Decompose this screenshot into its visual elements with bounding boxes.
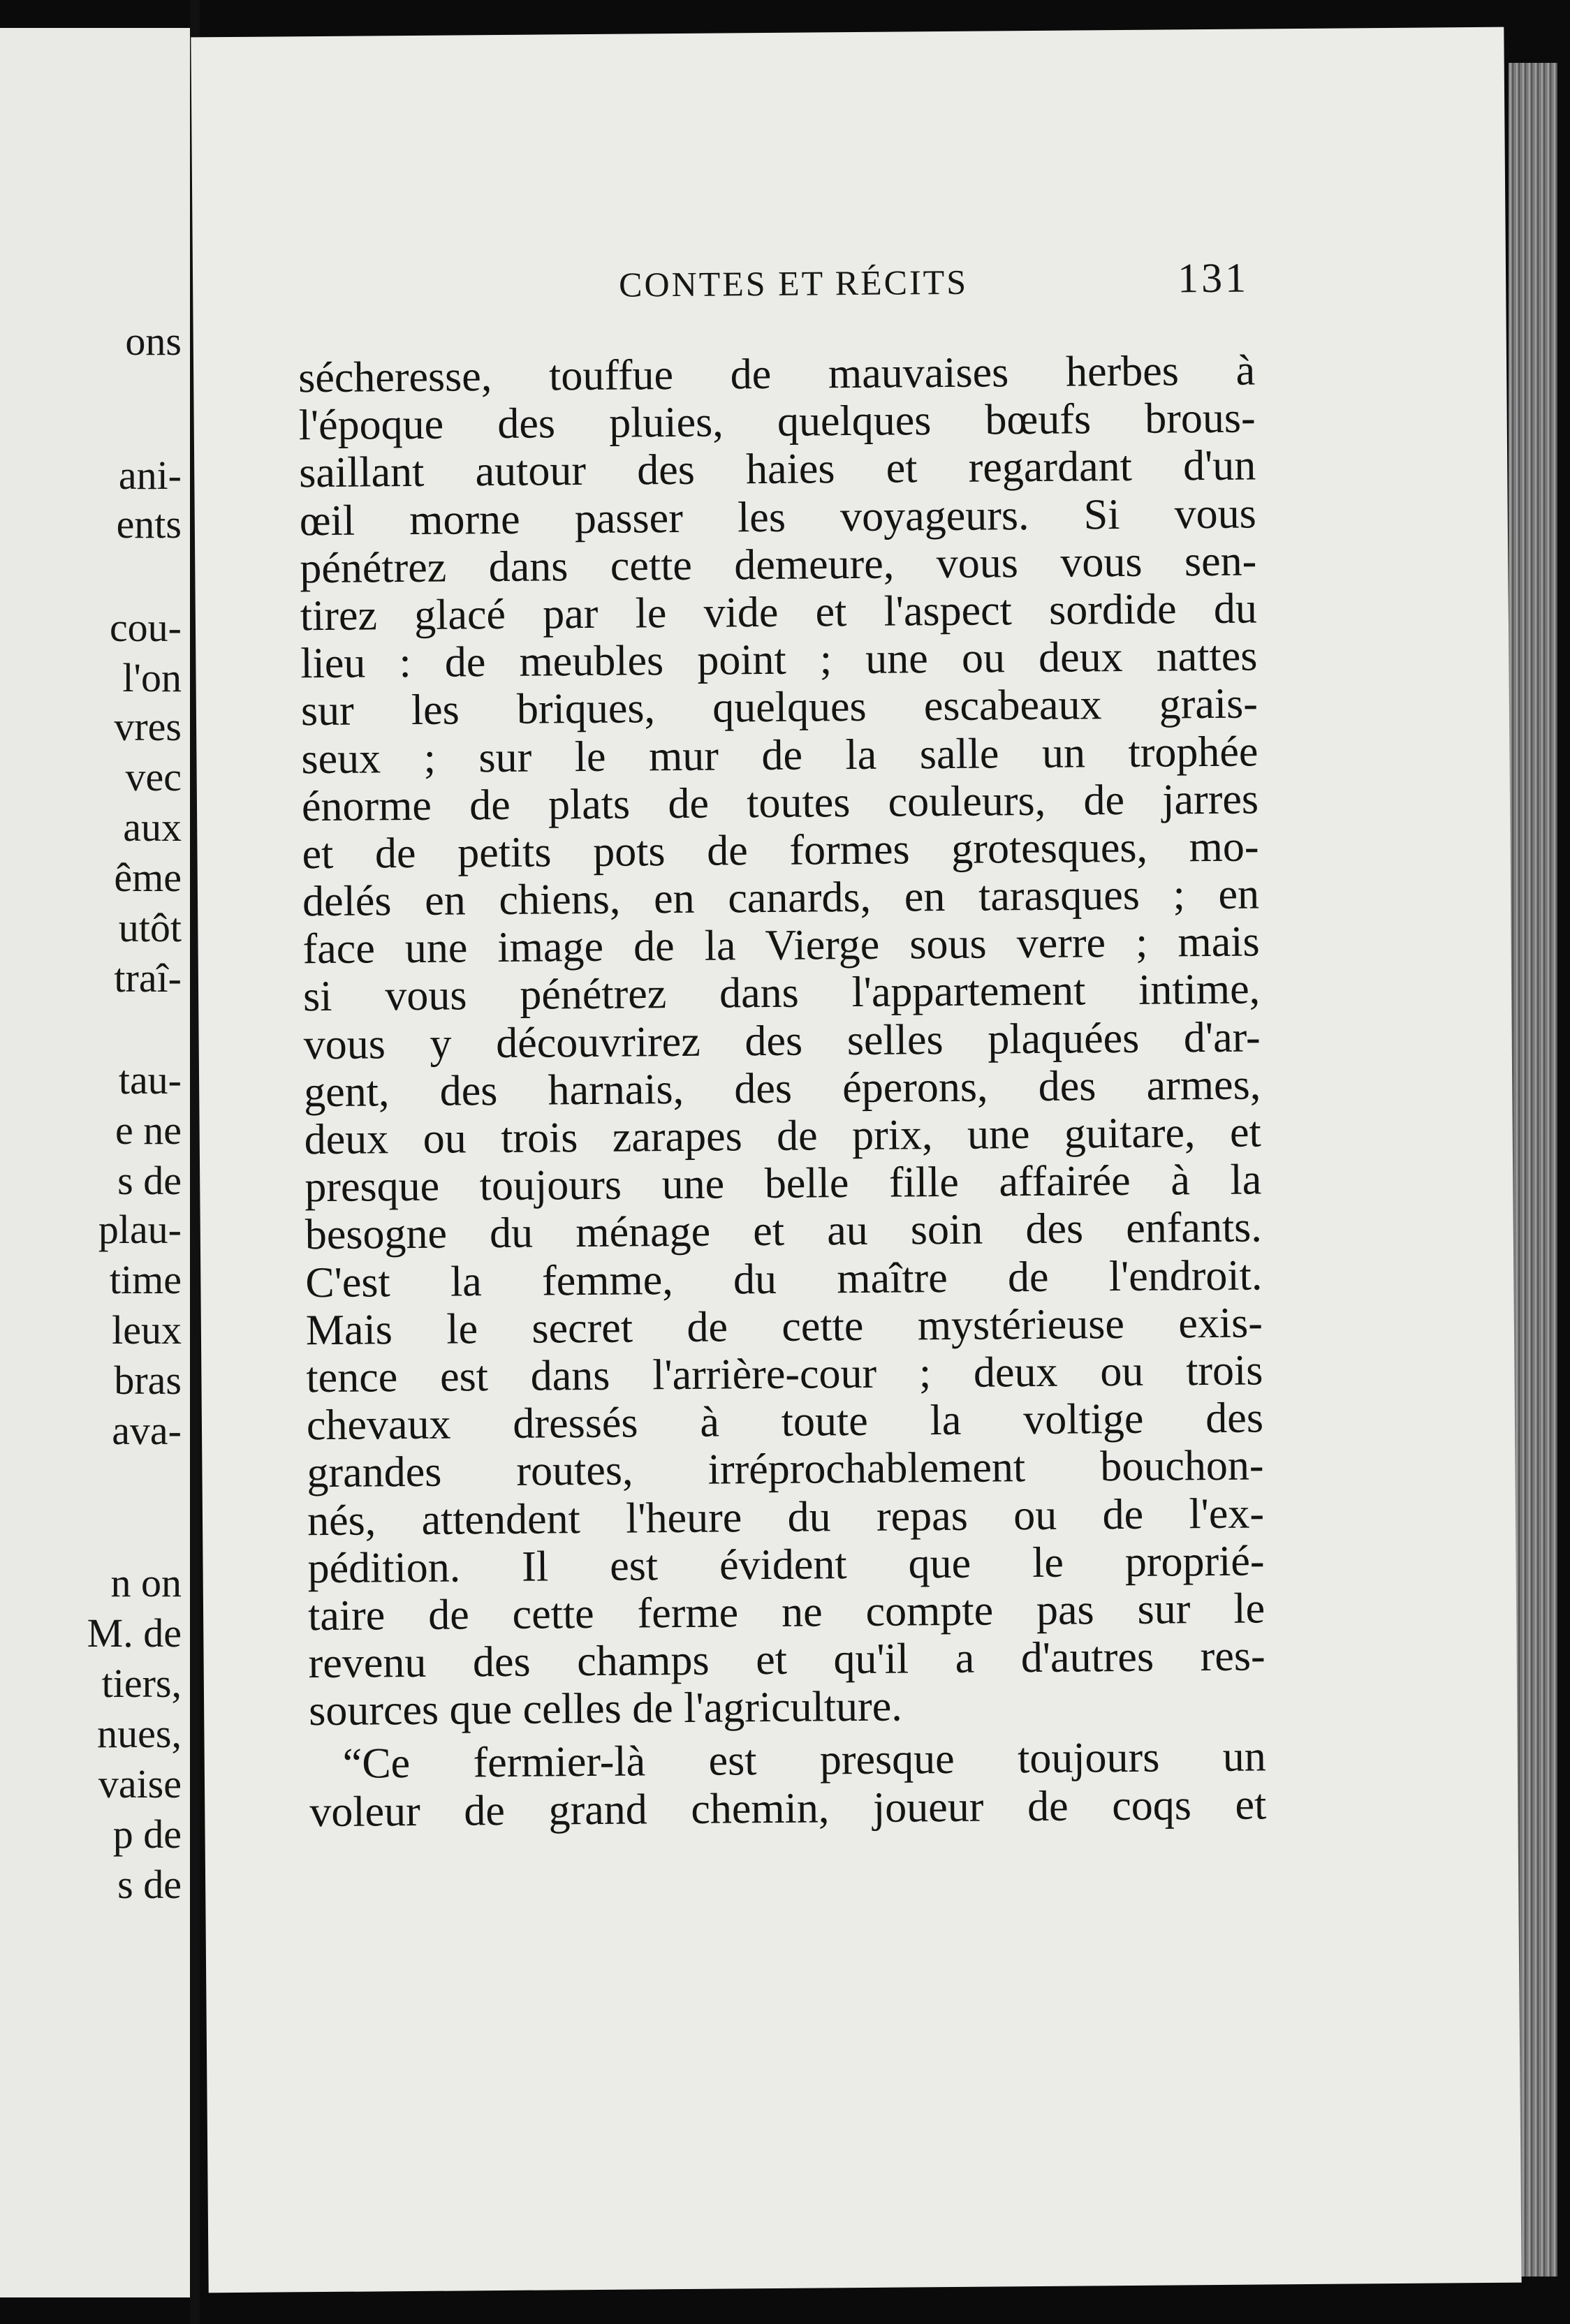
left-page-line: n on [110, 1560, 182, 1605]
left-page-line: vaise [98, 1761, 182, 1807]
text-line: vous y découvrirez des selles plaquées d'ar- [303, 1013, 1261, 1068]
left-page-line: leux [112, 1307, 182, 1353]
text-line: lieu : de meubles point ; une ou deux nattes [300, 632, 1258, 688]
left-page-line: utôt [118, 905, 182, 950]
text-line: C'est la femme, du maître de l'endroit. [305, 1251, 1263, 1307]
text-line: Mais le secret de cette mystérieuse exis- [305, 1299, 1263, 1354]
text-line: tirez glacé par le vide et l'aspect sordide du [300, 584, 1258, 640]
text-line: nés, attendent l'heure du repas ou de l'ex- [307, 1489, 1265, 1545]
page-body-text [298, 346, 1267, 1836]
running-head: CONTES ET RÉCITS [618, 262, 969, 304]
left-page-line: e ne [115, 1108, 182, 1153]
text-line: l'époque des pluies, quelques bœufs brous- [298, 394, 1256, 450]
left-page-line: tiers, [101, 1661, 182, 1706]
left-page-line: ons [125, 318, 182, 364]
text-line: taire de cette ferme ne compte pas sur le [307, 1584, 1265, 1640]
text-line: gent, des harnais, des éperons, des armes, [303, 1061, 1261, 1117]
book-page [191, 27, 1521, 2293]
left-page-line: s de [117, 1158, 182, 1203]
previous-page-fragment [0, 28, 190, 2297]
left-page-line: cou- [109, 605, 182, 650]
text-line: presque toujours une belle fille affairée à la [305, 1156, 1262, 1212]
text-line: pénétrez dans cette demeure, vous vous sen- [300, 537, 1257, 592]
text-line: seux ; sur le mur de la salle un trophée [301, 727, 1259, 783]
left-page-line: s de [117, 1862, 182, 1907]
text-line: besogne du ménage et au soin des enfants. [305, 1203, 1263, 1259]
text-line: si vous pénétrez dans l'appartement intime, [302, 965, 1261, 1021]
text-line: et de petits pots de formes grotesques, mo- [302, 823, 1259, 878]
left-page-line: time [109, 1257, 182, 1302]
left-page-line: traî- [114, 955, 182, 1001]
left-page-line: aux [123, 804, 182, 850]
text-line: œil morne passer les voyageurs. Si vous [299, 490, 1257, 545]
page-number: 131 [1177, 254, 1249, 302]
left-page-line: ava- [112, 1408, 182, 1453]
text-line: sources que celles de l'agriculture. [308, 1682, 902, 1735]
left-page-line: vres [114, 704, 182, 749]
text-line: énorme de plats de toutes couleurs, de jarres [301, 775, 1259, 830]
left-page-line: ani- [118, 453, 182, 498]
left-page-line: ents [116, 501, 182, 547]
text-line: saillant autour des haies et regardant d'un [298, 441, 1256, 497]
text-line: chevaux dressés à toute la voltige des [306, 1394, 1264, 1450]
left-page-line: vec [125, 754, 182, 800]
text-line: voleur de grand chemin, joueur de coqs et [309, 1781, 1267, 1836]
left-page-line: ême [114, 855, 182, 900]
text-line: revenu des champs et qu'il a d'autres res- [308, 1632, 1265, 1688]
text-line: tence est dans l'arrière-cour ; deux ou trois [306, 1346, 1263, 1402]
left-page-line: l'on [122, 655, 182, 700]
text-line: pédition. Il est évident que le proprié- [307, 1537, 1265, 1592]
left-page-line: nues, [97, 1711, 182, 1756]
text-line: grandes routes, irréprochablement bouchon- [307, 1441, 1264, 1497]
left-page-line: bras [114, 1358, 182, 1403]
text-line: deux ou trois zarapes de prix, une guitare, et [304, 1108, 1261, 1164]
left-page-line: M. de [87, 1610, 182, 1656]
left-page-line: tau- [118, 1057, 182, 1103]
text-line: “Ce fermier-là est presque toujours un [342, 1733, 1266, 1788]
text-line: sur les briques, quelques escabeaux grais- [300, 679, 1259, 735]
text-line: delés en chiens, en canards, en tarasques ; en [302, 870, 1260, 926]
left-page-line: plau- [98, 1207, 182, 1252]
text-line: sécheresse, touffue de mauvaises herbes à [298, 346, 1256, 402]
text-line: face une image de la Vierge sous verre ; mais [302, 918, 1260, 973]
left-page-line: p de [112, 1811, 182, 1857]
